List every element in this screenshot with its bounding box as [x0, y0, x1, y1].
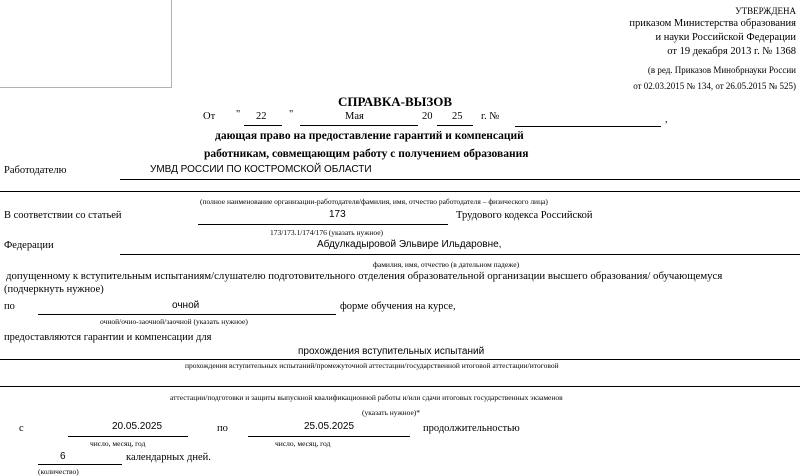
- days-value[interactable]: 6: [60, 451, 66, 462]
- number-comma: ,: [665, 114, 668, 125]
- day-underline: [244, 125, 282, 126]
- month-underline: [300, 125, 418, 126]
- period-to-hint: число, месяц, год: [275, 439, 331, 448]
- days-label: календарных дней.: [126, 452, 211, 463]
- form-value[interactable]: очной: [172, 300, 200, 311]
- guarantees-label: предоставляются гарантии и компенсации для: [4, 332, 212, 343]
- person-label: Федерации: [4, 240, 54, 251]
- subtitle-1: дающая право на предоставление гарантий и компенсаций: [215, 130, 524, 142]
- article-tail: Трудового кодекса Российской: [456, 210, 593, 221]
- approval-line-5: от 02.03.2015 № 134, от 26.05.2015 № 525): [633, 81, 796, 91]
- number-label: г. №: [481, 111, 500, 122]
- approval-line-4: (в ред. Приказов Минобрнауки России: [647, 65, 796, 75]
- admitted-text: допущенному к вступительным испытаниям/слушателю подготовительного отделения образовательной организации высшего образования/ обучающемуся: [6, 270, 723, 282]
- period-from-hint: число, месяц, год: [90, 439, 146, 448]
- employer-underline: [120, 179, 800, 180]
- person-hint: фамилия, имя, отчество (в дательном падеже): [373, 260, 520, 269]
- period-from-label: с: [19, 423, 24, 434]
- header-frame: [0, 0, 172, 88]
- approval-line-2: и науки Российской Федерации: [655, 32, 796, 43]
- document-title: СПРАВКА-ВЫЗОВ: [338, 94, 453, 109]
- employer-hint: (полное наименование организации-работодателя/фамилия, имя, отчество работодателя – физического лица): [200, 197, 548, 206]
- form-label: по: [4, 301, 15, 312]
- period-from-value[interactable]: 20.05.2025: [112, 421, 163, 432]
- guarantees-rule-1: [0, 359, 800, 360]
- year-prefix: 20: [422, 111, 433, 122]
- guarantees-hint-1: прохождения вступительных испытаний/промежуточной аттестации/государственной итоговой аттестации/итоговой: [185, 361, 559, 370]
- form-tail: форме обучения на курсе,: [340, 301, 456, 312]
- period-from-underline: [68, 436, 188, 437]
- form-hint: очной/очно-заочной/заочной (указать нужное): [100, 317, 248, 326]
- year-underline: [437, 125, 473, 126]
- duration-label: продолжительностью: [423, 423, 520, 434]
- article-underline: [198, 224, 448, 225]
- form-underline: [38, 314, 336, 315]
- article-value[interactable]: 173: [329, 209, 346, 220]
- day-value[interactable]: 22: [256, 111, 267, 122]
- approval-line-3: от 19 декабря 2013 г. № 1368: [667, 46, 796, 57]
- article-hint: 173/173.1/174/176 (указать нужное): [270, 228, 384, 237]
- employer-rule: [0, 191, 800, 192]
- approval-title: УТВЕРЖДЕНА: [735, 6, 796, 16]
- number-underline[interactable]: [515, 126, 661, 127]
- guarantees-hint-3: (указать нужное)*: [362, 408, 421, 417]
- month-value[interactable]: Мая: [345, 111, 364, 122]
- period-to-value[interactable]: 25.05.2025: [304, 421, 355, 432]
- year-suffix[interactable]: 25: [452, 111, 463, 122]
- article-label: В соответствии со статьей: [4, 210, 122, 221]
- employer-value[interactable]: УМВД РОССИИ ПО КОСТРОМСКОЙ ОБЛАСТИ: [150, 164, 372, 175]
- quote-close: ": [289, 109, 294, 120]
- admitted-note: (подчеркнуть нужное): [4, 284, 104, 295]
- quote-open: ": [236, 109, 241, 120]
- person-underline: [120, 254, 800, 255]
- period-to-label: по: [217, 423, 228, 434]
- days-hint: (количество): [38, 467, 79, 476]
- guarantees-value[interactable]: прохождения вступительных испытаний: [298, 346, 485, 357]
- days-underline: [38, 464, 122, 465]
- from-label: От: [203, 111, 216, 122]
- guarantees-rule-2: [0, 386, 800, 387]
- person-value[interactable]: Абдулкадыровой Эльвире Ильдаровне,: [317, 239, 502, 250]
- approval-line-1: приказом Министерства образования: [629, 18, 796, 29]
- subtitle-2: работникам, совмещающим работу с получением образования: [204, 148, 529, 160]
- period-to-underline: [248, 436, 410, 437]
- guarantees-hint-2: аттестации/подготовки и защиты выпускной квалификационной работы и/или сдачи итоговых государственных экзаменов: [170, 393, 563, 402]
- employer-label: Работодателю: [4, 165, 67, 176]
